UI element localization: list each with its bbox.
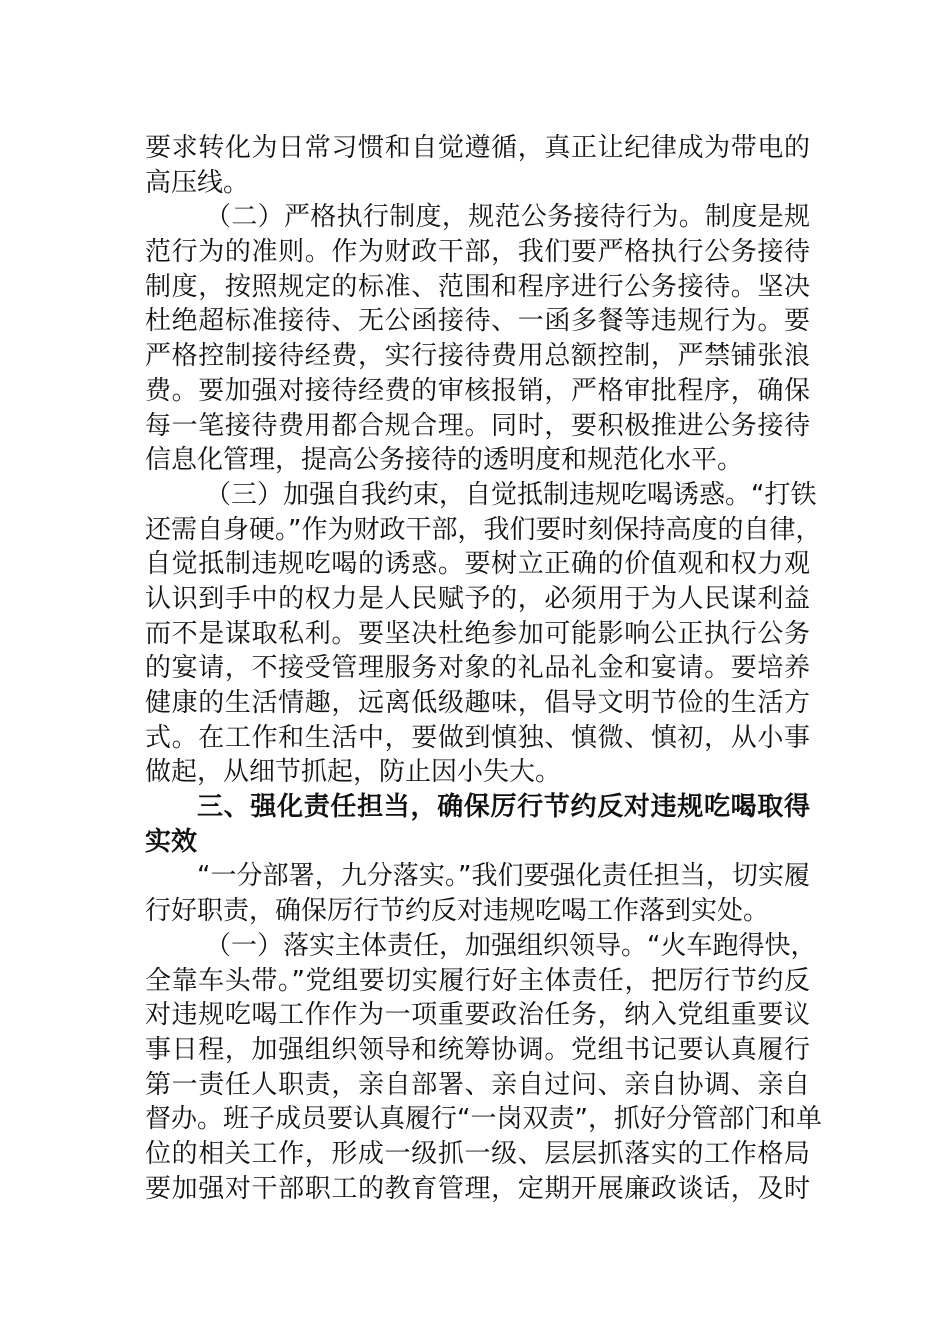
paragraph-line: 健康的生活情趣，远离低级趣味，倡导文明节俭的生活方 <box>145 688 810 718</box>
paragraph-line: 高压线。 <box>145 167 250 198</box>
paragraph-line: 全靠车头带。”党组要切实履行好主体责任，把厉行节约反 <box>145 965 810 996</box>
paragraph-line: 要加强对干部职工的教育管理，定期开展廉政谈话，及时 <box>145 1173 810 1204</box>
paragraph-line: （三）加强自我约束，自觉抵制违规吃喝诱惑。“打铁 <box>205 479 817 510</box>
paragraph-line: 而不是谋取私利。要坚决杜绝参加可能影响公正执行公务 <box>145 618 810 649</box>
paragraph-line: 事日程，加强组织领导和统筹协调。党组书记要认真履行 <box>145 1034 810 1065</box>
paragraph-line: 行好职责，确保厉行节约反对违规吃喝工作落到实处。 <box>145 896 770 927</box>
paragraph-line: 自觉抵制违规吃喝的诱惑。要树立正确的价值观和权力观 <box>145 549 810 580</box>
paragraph-line: 式。在工作和生活中，要做到慎独、慎微、慎初，从小事 <box>145 722 810 753</box>
paragraph-line: 杜绝超标准接待、无公函接待、一函多餐等违规行为。要 <box>145 306 810 337</box>
paragraph-line: 位的相关工作，形成一级抓一级、层层抓落实的工作格局 <box>145 1138 810 1169</box>
paragraph-line: 每一笔接待费用都合规合理。同时，要积极推进公务接待 <box>145 410 810 441</box>
paragraph-line: 认识到手中的权力是人民赋予的，必须用于为人民谋利益 <box>145 583 810 614</box>
paragraph-line: （一）落实主体责任，加强组织领导。“火车跑得快， <box>205 930 817 961</box>
paragraph-line: 做起，从细节抓起，防止因小失大。 <box>145 757 562 788</box>
section-heading-line: 三、强化责任担当，确保厉行节约反对违规吃喝取得 <box>197 792 810 823</box>
paragraph-line: 范行为的准则。作为财政干部，我们要严格执行公务接待 <box>145 237 810 268</box>
document-body <box>145 131 822 1206</box>
paragraph-line: 严格控制接待经费，实行接待费用总额控制，严禁铺张浪 <box>145 341 810 372</box>
paragraph-line: 要求转化为日常习惯和自觉遵循，真正让纪律成为带电的 <box>145 133 810 163</box>
section-heading-line: 实效 <box>145 826 198 857</box>
paragraph-line: “一分部署，九分落实。”我们要强化责任担当，切实履 <box>197 861 810 892</box>
paragraph-line: 信息化管理，提高公务接待的透明度和规范化水平。 <box>145 445 744 476</box>
paragraph-line: 还需自身硬。”作为财政干部，我们要时刻保持高度的自律， <box>145 514 822 545</box>
paragraph-line: 第一责任人职责，亲自部署、亲自过问、亲自协调、亲自 <box>145 1069 810 1100</box>
paragraph-line: 督办。班子成员要认真履行“一岗双责”，抓好分管部门和单 <box>145 1104 822 1135</box>
paragraph-line: 费。要加强对接待经费的审核报销，严格审批程序，确保 <box>145 375 810 406</box>
paragraph-line: 制度，按照规定的标准、范围和程序进行公务接待。坚决 <box>145 271 810 302</box>
paragraph-line: 的宴请，不接受管理服务对象的礼品礼金和宴请。要培养 <box>145 653 810 684</box>
paragraph-line: 对违规吃喝工作作为一项重要政治任务，纳入党组重要议 <box>145 1000 810 1031</box>
paragraph-line: （二）严格执行制度，规范公务接待行为。制度是规 <box>205 202 810 233</box>
